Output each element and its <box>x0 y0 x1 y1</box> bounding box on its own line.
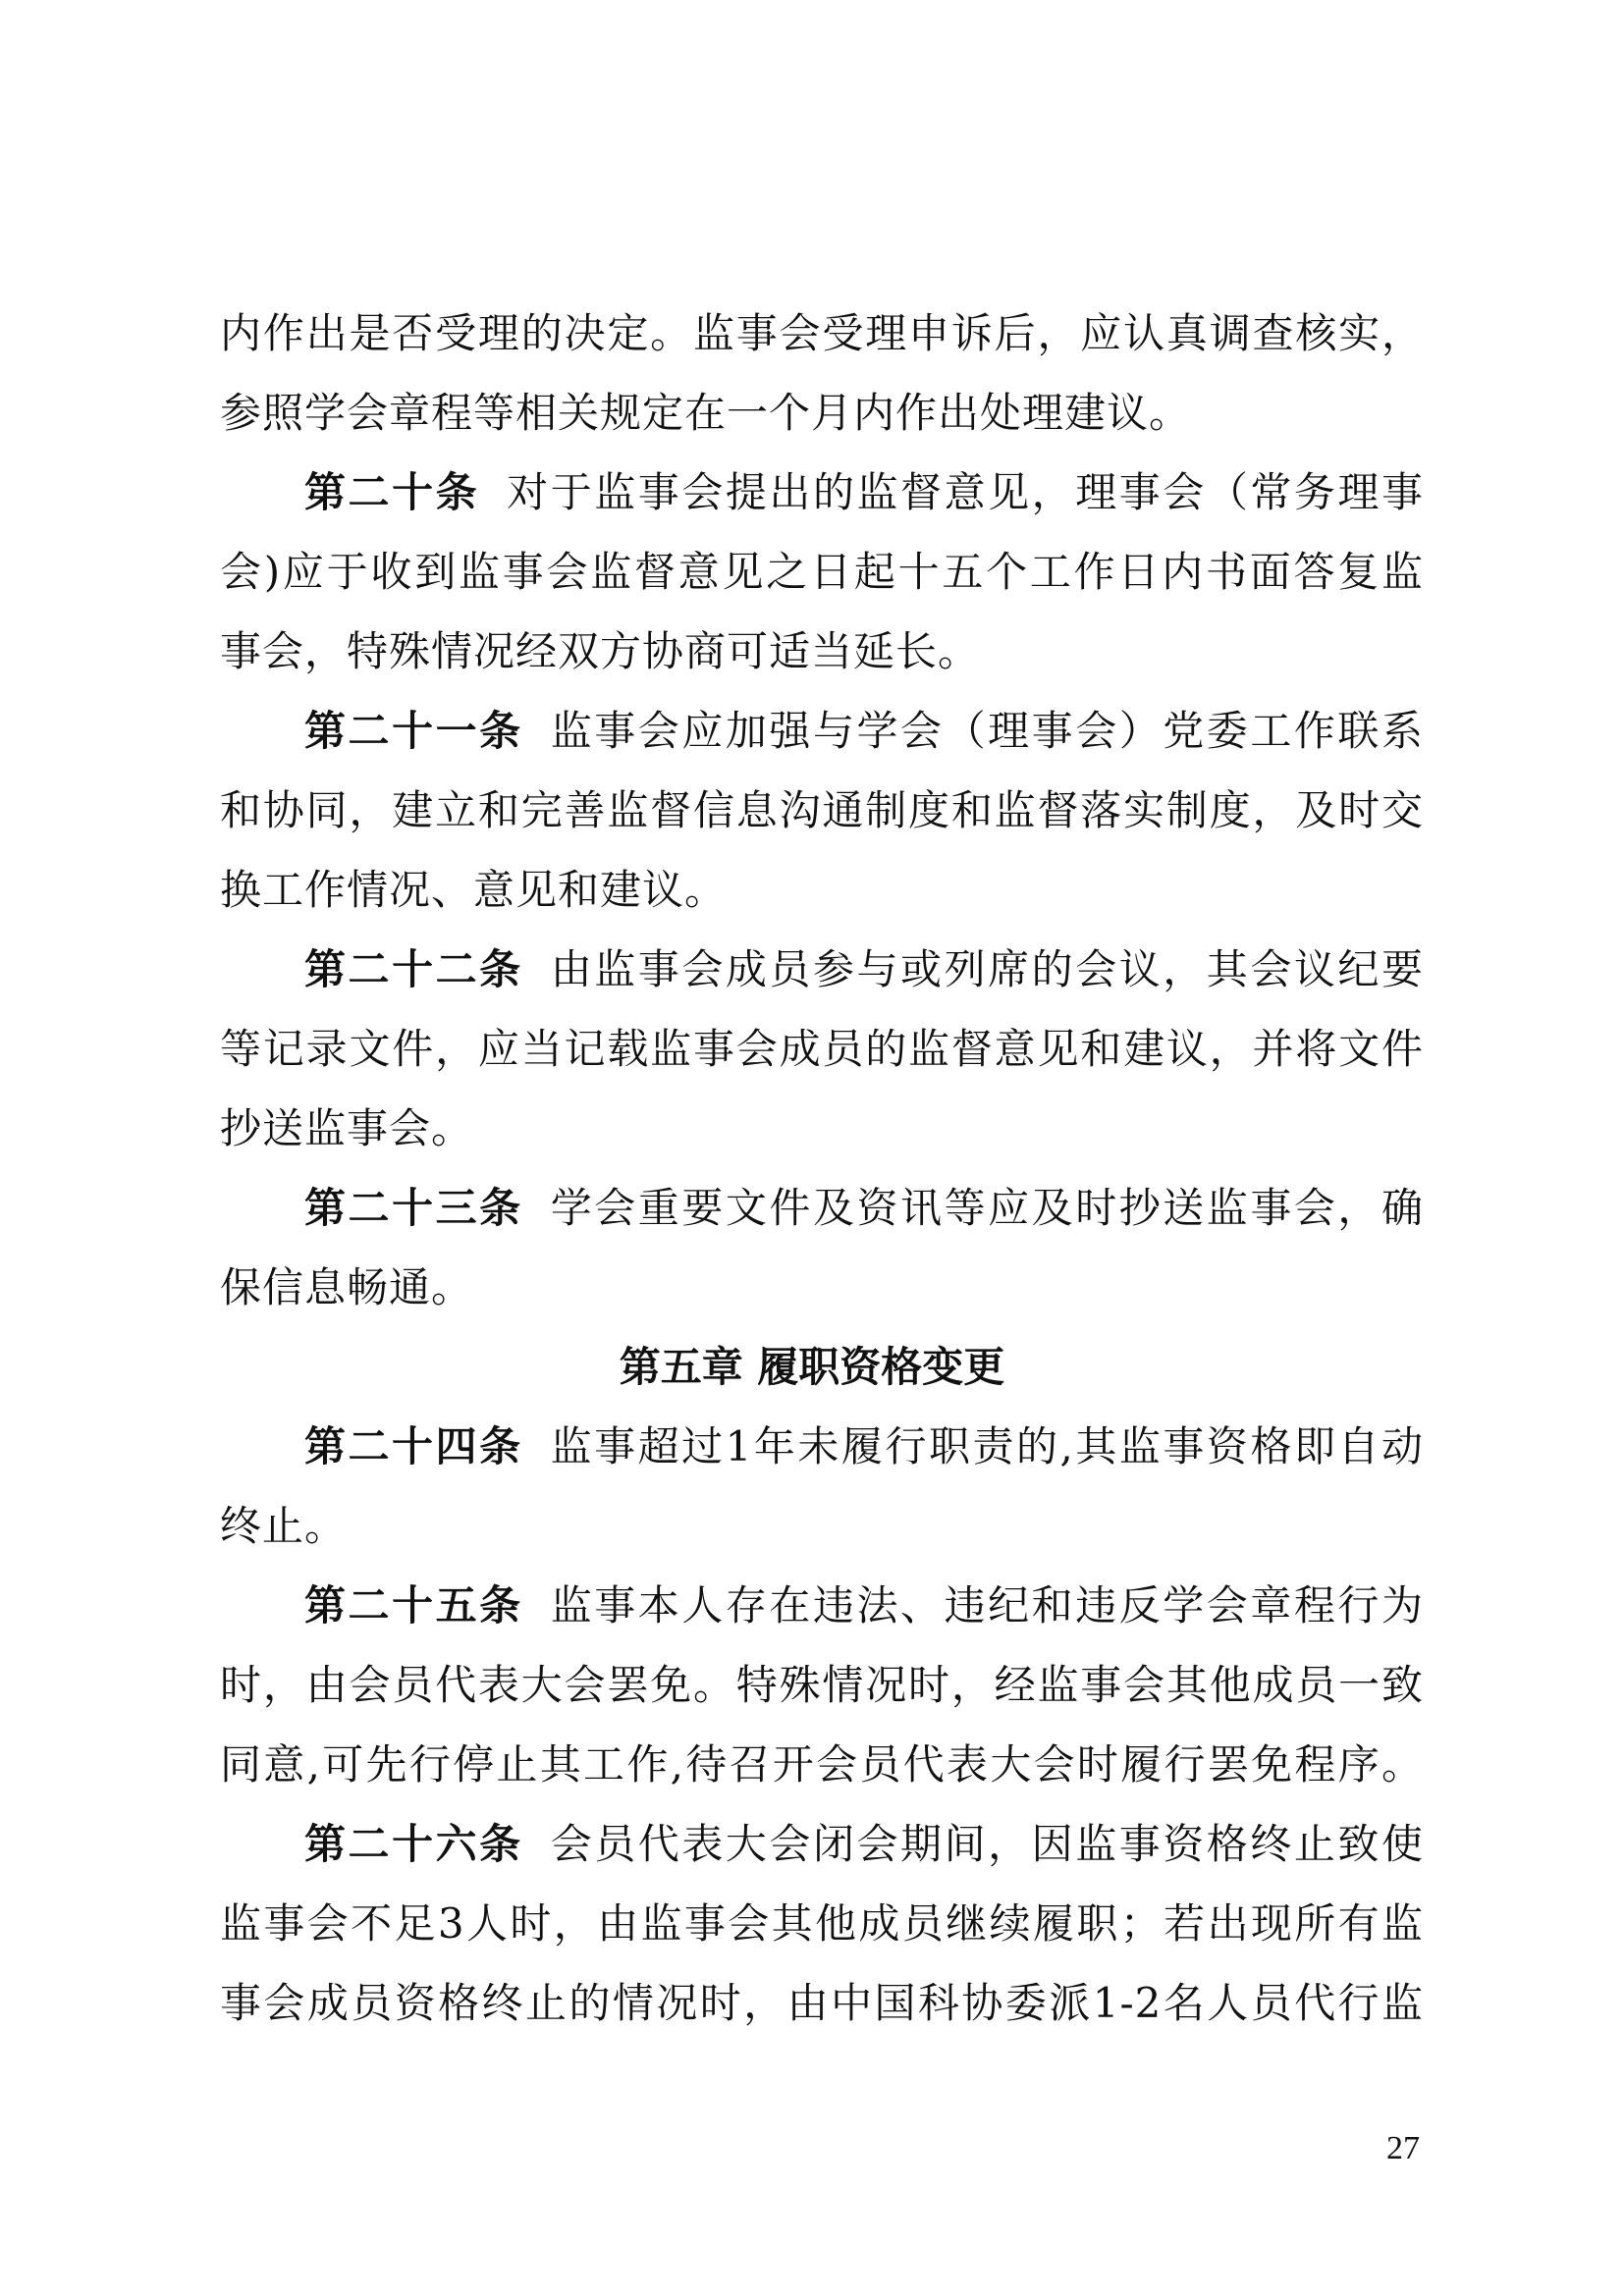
text-line: 换工作情况、意见和建议。 <box>220 866 728 914</box>
article-26-line: 第二十六条 会员代表大会闭会期间，因监事资格终止致使 <box>304 1820 1424 1868</box>
text-line: 终止。 <box>220 1502 348 1550</box>
text-line: 会)应于收到监事会监督意见之日起十五个工作日内书面答复监 <box>220 548 1424 596</box>
chapter-title: 第五章 履职资格变更 <box>619 1343 1005 1391</box>
article-22-line: 第二十二条 由监事会成员参与或列席的会议，其会议纪要 <box>304 945 1424 993</box>
text-line: 内作出是否受理的决定。监事会受理申诉后，应认真调查核实， <box>220 309 1424 357</box>
article-heading: 第二十三条 <box>304 1184 523 1232</box>
article-25-line: 第二十五条 监事本人存在违法、违纪和违反学会章程行为 <box>304 1581 1424 1629</box>
article-23-line: 第二十三条 学会重要文件及资讯等应及时抄送监事会，确 <box>304 1184 1424 1232</box>
article-heading: 第二十六条 <box>304 1820 523 1868</box>
page-number: 27 <box>1386 2130 1420 2166</box>
article-heading: 第二十二条 <box>304 945 523 993</box>
text-line: 等记录文件，应当记载监事会成员的监督意见和建议，并将文件 <box>220 1025 1424 1073</box>
article-24-line: 第二十四条 监事超过1年未履行职责的,其监事资格即自动 <box>304 1422 1424 1470</box>
article-21-line: 第二十一条 监事会应加强与学会（理事会）党委工作联系 <box>304 707 1424 755</box>
text-line: 时，由会员代表大会罢免。特殊情况时，经监事会其他成员一致 <box>220 1661 1424 1709</box>
article-heading: 第二十条 <box>304 468 480 516</box>
article-heading: 第二十一条 <box>304 707 523 755</box>
text-line: 抄送监事会。 <box>220 1104 474 1152</box>
text-line: 保信息畅通。 <box>220 1263 474 1311</box>
text-line: 监事会不足3人时，由监事会其他成员继续履职；若出现所有监 <box>220 1899 1424 1948</box>
text-line: 事会成员资格终止的情况时，由中国科协委派1-2名人员代行监 <box>220 1979 1424 2027</box>
text-line: 和协同，建立和完善监督信息沟通制度和监督落实制度，及时交 <box>220 786 1424 834</box>
article-20-line: 第二十条 对于监事会提出的监督意见，理事会（常务理事 <box>304 468 1424 516</box>
text-line: 参照学会章程等相关规定在一个月内作出处理建议。 <box>220 389 1192 437</box>
text-line: 事会，特殊情况经双方协商可适当延长。 <box>220 627 981 675</box>
article-heading: 第二十五条 <box>304 1581 523 1629</box>
article-heading: 第二十四条 <box>304 1422 523 1470</box>
text-line: 同意,可先行停止其工作,待召开会员代表大会时履行罢免程序。 <box>220 1740 1424 1789</box>
